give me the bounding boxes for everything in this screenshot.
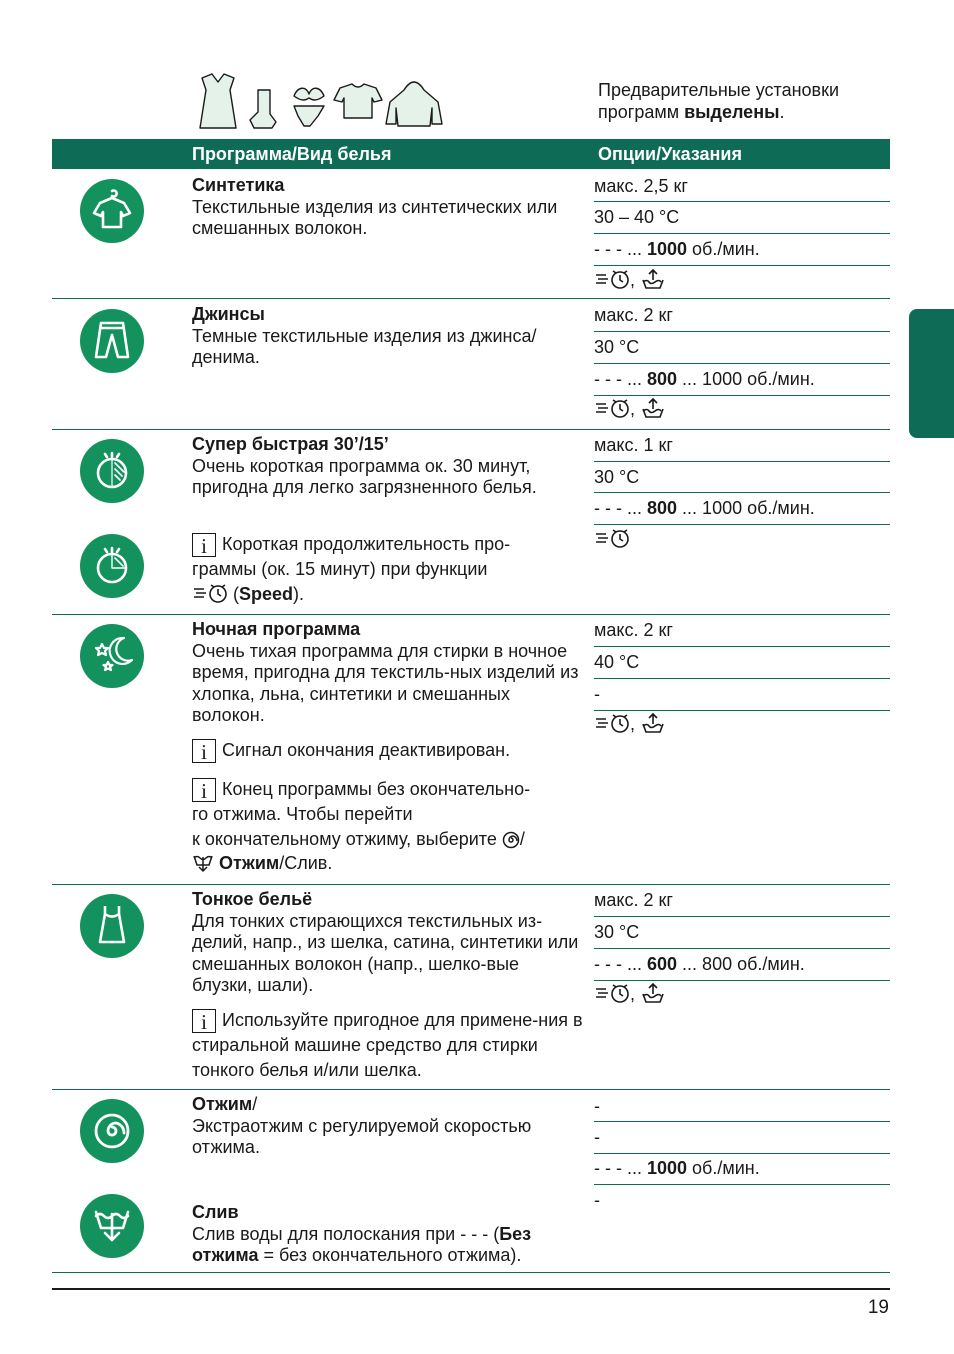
- option-divider: [594, 1121, 890, 1122]
- option-divider: [594, 461, 890, 462]
- option-load: макс. 1 кг: [594, 435, 673, 455]
- drain-program-icon: [80, 1194, 144, 1258]
- row-divider: [52, 1272, 890, 1273]
- option-load: макс. 2 кг: [594, 620, 673, 640]
- underwear-icon: [294, 106, 324, 126]
- night-program-icon: [80, 624, 144, 688]
- row-divider: [52, 614, 890, 615]
- info-icon: i: [192, 739, 216, 763]
- option-divider: [594, 916, 890, 917]
- super-quick-30-icon: [80, 439, 144, 503]
- spin-icon: [502, 831, 520, 849]
- option-spin: - - - ... 1000 об./мин.: [594, 239, 760, 259]
- rinse-plus-icon: [640, 397, 666, 419]
- option-spin: -: [594, 684, 600, 704]
- footer-rule: [52, 1288, 890, 1290]
- option-divider: [594, 233, 890, 234]
- speed-timer-icon: [594, 982, 630, 1004]
- info-note: i Короткая продолжительность про- граммы (ок. 15 минут) при функции (Speed).: [192, 534, 511, 604]
- program-jeans: Джинсы Темные текстильные изделия из джинса/денима.: [192, 304, 537, 367]
- option-divider: [594, 646, 890, 647]
- program-synthetics: Синтетика Текстильные изделия из синтетических или смешанных волокон.: [192, 175, 558, 238]
- info-icon: i: [192, 778, 216, 802]
- header-program: Программа/Вид белья: [192, 144, 392, 164]
- dress-icon: [200, 74, 236, 128]
- option-temp: 30 °C: [594, 337, 640, 357]
- info-note: i Конец программы без окончательно- го отжима. Чтобы перейти к окончательному отжиму, выберите / Отжим/Слив.: [192, 779, 531, 873]
- option-spin: - - - ... 800 ... 1000 об./мин.: [594, 369, 815, 389]
- jacket-icon: [386, 82, 442, 126]
- option-divider: [594, 524, 890, 525]
- option-functions: ,: [594, 268, 890, 291]
- option-temp: 40 °C: [594, 652, 640, 672]
- option-divider: [594, 363, 890, 364]
- info-note: i Сигнал окончания деактивирован.: [192, 738, 592, 763]
- speed-timer-icon: [594, 397, 630, 419]
- option-divider: [594, 1153, 890, 1154]
- header-options: Опции/Указания: [598, 144, 742, 164]
- garment-types-illustration: [192, 72, 448, 132]
- option-load: макс. 2,5 кг: [594, 176, 688, 196]
- section-tab: [909, 309, 954, 438]
- option-divider: [594, 265, 890, 266]
- program-drain: Слив Слив воды для полоскания при - - - (Без отжима = без окончательного отжима).: [192, 1202, 532, 1265]
- option-divider: [594, 1184, 890, 1185]
- spin-program-icon: [80, 1099, 144, 1163]
- option-divider: [594, 710, 890, 711]
- program-spin: Отжим/ Экстраотжим с регулируемой скоростью отжима.: [192, 1094, 532, 1157]
- option-divider: [594, 980, 890, 981]
- option-functions: -: [594, 1190, 600, 1210]
- row-divider: [52, 1089, 890, 1090]
- option-divider: [594, 201, 890, 202]
- row-divider: [52, 884, 890, 885]
- option-divider: [594, 948, 890, 949]
- bra-icon: [294, 88, 324, 100]
- option-functions: [594, 527, 890, 550]
- row-divider: [52, 298, 890, 299]
- option-temp: -: [594, 1127, 600, 1147]
- rinse-plus-icon: [640, 268, 666, 290]
- speed-timer-icon: [594, 527, 630, 549]
- option-divider: [594, 395, 890, 396]
- program-delicates: Тонкое бельё Для тонких стирающихся текстильных из-делий, напр., из шелка, сатина, синтетики или смешанных волокон (напр., шелко-вые блузки, шали).: [192, 889, 579, 995]
- rinse-plus-icon: [640, 712, 666, 734]
- program-night: Ночная программа Очень тихая программа для стирки в ночное время, пригодна для текстиль-ных изделий из хлопка, льна, синтетики и смешанных волокон.: [192, 619, 579, 725]
- super-quick-15-icon: [80, 534, 144, 598]
- synthetics-icon: [80, 179, 144, 243]
- option-load: макс. 2 кг: [594, 305, 673, 325]
- option-temp: 30 °C: [594, 922, 640, 942]
- option-temp: 30 – 40 °C: [594, 207, 680, 227]
- info-icon: i: [192, 533, 216, 557]
- row-divider: [52, 429, 890, 430]
- delicates-icon: [80, 894, 144, 958]
- sock-icon: [250, 90, 276, 128]
- info-icon: i: [192, 1009, 216, 1033]
- option-load: макс. 2 кг: [594, 890, 673, 910]
- jeans-icon: [80, 309, 144, 373]
- page-number: 19: [867, 1297, 889, 1318]
- option-divider: [594, 331, 890, 332]
- program-super-quick: Супер быстрая 30’/15’ Очень короткая программа ок. 30 минут, пригодна для легко загрязненного белья.: [192, 434, 537, 497]
- info-note: i Используйте пригодное для примене-ния в стиральной машине средство для стирки тонкого белья и/или шелка.: [192, 1010, 583, 1080]
- tshirt-icon: [334, 84, 382, 118]
- option-spin: - - - ... 600 ... 800 об./мин.: [594, 954, 805, 974]
- table-header: [52, 139, 890, 169]
- option-load: -: [594, 1096, 600, 1116]
- preset-note: Предварительные установки программ выделены.: [598, 80, 840, 122]
- option-divider: [594, 678, 890, 679]
- speed-timer-icon: [594, 712, 630, 734]
- option-functions: ,: [594, 712, 890, 735]
- drain-icon: [192, 851, 214, 873]
- speed-timer-icon: [192, 582, 228, 604]
- speed-timer-icon: [594, 268, 630, 290]
- option-functions: ,: [594, 982, 890, 1005]
- option-functions: ,: [594, 397, 890, 420]
- rinse-plus-icon: [640, 982, 666, 1004]
- option-spin: - - - ... 800 ... 1000 об./мин.: [594, 498, 815, 518]
- option-temp: 30 °C: [594, 467, 640, 487]
- option-divider: [594, 492, 890, 493]
- option-spin: - - - ... 1000 об./мин.: [594, 1158, 760, 1178]
